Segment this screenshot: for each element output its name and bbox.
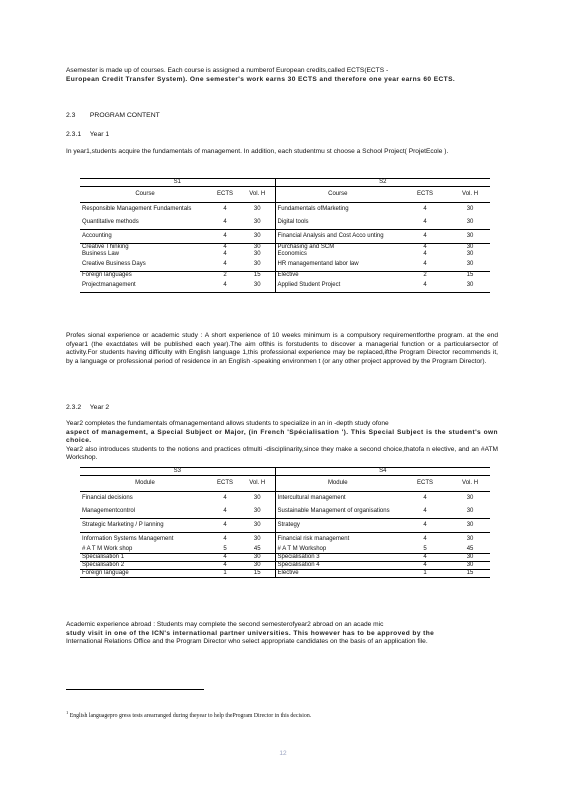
left-hours-cell: 30	[253, 508, 261, 515]
right-course-cell: Elective	[275, 272, 400, 280]
right-hours-cell: 15	[450, 272, 490, 280]
semester-s4-label: S4	[275, 468, 490, 476]
left-course-cell: Quantitative methods	[82, 219, 139, 226]
right-course-cell: Sustainable Management of organisations	[275, 505, 400, 519]
left-ects-cell: 4	[223, 508, 227, 515]
right-hours-cell: 30	[450, 244, 490, 252]
left-course-cell: Responsible Management Fundamentals	[82, 206, 192, 213]
right-ects-cell: 4	[400, 244, 450, 252]
right-hours-cell: 30	[466, 508, 474, 515]
year2-abroad-line-c: International Relations Office and the Program Director who select appropriate candidates on the basis of an application file.	[66, 638, 428, 646]
year1-number: 2.3.1	[66, 131, 82, 138]
right-hours-cell: 30	[450, 533, 490, 547]
left-ects-cell: 4	[223, 206, 227, 213]
left-hours-cell: 30	[240, 230, 275, 244]
intro-line-2: European Credit Transfer System). One semester's work earns 30 ECTS and therefore one year earns 60 ECTS.	[66, 75, 456, 83]
right-ects-cell: 2	[400, 272, 450, 280]
year2-intro-line-b: aspect of management, a Special Subject or Major, (in French 'Spécialisation '). This Special Subject is the student's own choice.	[66, 428, 498, 445]
right-course-cell: Digital tools	[275, 216, 400, 230]
left-ects-cell: 4	[210, 279, 240, 293]
left-ects-cell: 4	[223, 219, 227, 226]
volume-hours-column-header: Vol. H	[450, 476, 490, 492]
left-ects-cell: 5	[223, 546, 227, 553]
table-row	[80, 554, 490, 562]
right-ects-cell: 4	[423, 251, 427, 258]
page-number: 12	[279, 750, 287, 757]
table-row	[80, 216, 490, 230]
year2-title: Year 2	[89, 404, 110, 411]
table-row	[80, 505, 490, 519]
ects-column-header: ECTS	[210, 476, 240, 492]
year2-intro-line-c: Year2 also introduces students to the notions and practices ofmulti -disciplinarity,since they make a second choice,thatofa n elective, and an #ATM Workshop.	[66, 445, 498, 462]
section-number: 2.3	[66, 112, 76, 119]
right-course-cell: HR managementand labor law	[275, 258, 400, 272]
column-header-row	[80, 187, 490, 203]
left-course-cell: Creative Thinking	[80, 244, 210, 252]
year2-abroad-line-b: study visit in one of the ICN's international partner universities. This however has to be approved by the	[66, 629, 435, 637]
table-row	[80, 203, 490, 217]
left-hours-cell: 30	[240, 562, 275, 570]
table-row	[80, 272, 490, 280]
left-course-cell: Business Law	[82, 251, 120, 258]
right-hours-cell: 45	[466, 546, 474, 553]
left-course-cell: Projectmanagement	[80, 279, 210, 293]
left-course-cell: Specialisation 2	[80, 562, 210, 570]
year1-title: Year 1	[89, 131, 110, 138]
right-course-cell: Specialisation 4	[275, 562, 400, 570]
right-ects-cell: 4	[400, 279, 450, 293]
footnote-mark: 1	[66, 710, 69, 715]
table-row	[80, 492, 490, 506]
left-ects-cell: 4	[210, 519, 240, 533]
right-course-cell: Purchasing and SCM	[275, 244, 400, 252]
left-hours-cell: 15	[240, 570, 275, 578]
table-row	[80, 258, 490, 272]
right-ects-cell: 4	[423, 206, 427, 213]
right-ects-cell: 4	[400, 562, 450, 570]
volume-hours-column-header: Vol. H	[450, 187, 490, 203]
left-hours-cell: 30	[253, 206, 261, 213]
year2-abroad-line-a: Academic experience abroad : Students may complete the second semesterofyear2 abroad on an acade mic	[66, 621, 384, 628]
right-ects-cell: 4	[400, 554, 450, 562]
table-row	[80, 244, 490, 252]
right-course-cell: # A T M Workshop	[275, 546, 400, 554]
right-ects-cell: 4	[423, 261, 427, 268]
semester-s3-label: S3	[80, 468, 275, 476]
year2-abroad-paragraph	[66, 621, 498, 647]
left-hours-cell: 30	[240, 533, 275, 547]
right-hours-cell: 30	[450, 554, 490, 562]
year2-number: 2.3.2	[66, 404, 82, 411]
left-ects-cell: 4	[210, 244, 240, 252]
intro-line-1: Asemester is made up of courses. Each course is assigned a numberof European credits,called ECTS(ECTS -	[66, 67, 389, 74]
right-course-cell: Elective	[275, 570, 400, 578]
table-row	[80, 546, 490, 554]
footnote	[66, 710, 311, 719]
right-hours-cell: 30	[450, 279, 490, 293]
right-course-cell: Financial risk management	[275, 533, 400, 547]
left-ects-cell: 4	[210, 554, 240, 562]
volume-hours-column-header: Vol. H	[240, 476, 275, 492]
left-course-cell: # A T M Work shop	[82, 546, 133, 553]
right-hours-cell: 30	[466, 251, 474, 258]
footnote-text: English languagepro gress tests arearranged during theyear to help theProgram Director in this decision.	[69, 712, 312, 719]
course-column-header: Course	[80, 187, 210, 203]
table-row	[80, 562, 490, 570]
right-ects-cell: 4	[423, 495, 427, 502]
left-course-cell: Creative Business Days	[82, 261, 146, 268]
left-hours-cell: 30	[240, 554, 275, 562]
right-hours-cell: 30	[450, 519, 490, 533]
left-hours-cell: 15	[240, 272, 275, 280]
section-title: PROGRAM CONTENT	[89, 112, 160, 119]
module-column-header: Module	[275, 476, 400, 492]
left-course-cell: Specialisation 1	[80, 554, 210, 562]
left-hours-cell: 30	[240, 244, 275, 252]
table-row	[80, 230, 490, 244]
semester-s2-label: S2	[275, 179, 490, 187]
left-course-cell: Managementcontrol	[82, 508, 136, 515]
left-ects-cell: 4	[223, 261, 227, 268]
footnote-divider	[66, 689, 204, 690]
left-course-cell: Foreign languages	[80, 272, 210, 280]
right-ects-cell: 4	[423, 219, 427, 226]
year2-intro-line-a: Year2 completes the fundamentals ofmanagementand allows students to specialize in an in -depth study ofone	[66, 420, 389, 427]
left-hours-cell: 30	[240, 519, 275, 533]
right-hours-cell: 30	[466, 219, 474, 226]
ects-column-header: ECTS	[400, 476, 450, 492]
left-ects-cell: 4	[210, 562, 240, 570]
left-hours-cell: 30	[253, 261, 261, 268]
right-hours-cell: 30	[450, 562, 490, 570]
left-course-cell: Strategic Marketing / P lanning	[80, 519, 210, 533]
right-hours-cell: 30	[450, 230, 490, 244]
right-course-cell: Strategy	[275, 519, 400, 533]
left-hours-cell: 30	[240, 279, 275, 293]
right-ects-cell: 4	[423, 508, 427, 515]
right-course-cell: Applied Student Project	[275, 279, 400, 293]
right-ects-cell: 5	[423, 546, 427, 553]
table-row	[80, 279, 490, 293]
table-row	[80, 570, 490, 578]
right-course-cell: Fundamentals ofMarketing	[275, 203, 400, 217]
right-hours-cell: 30	[466, 206, 474, 213]
ects-column-header: ECTS	[210, 187, 240, 203]
year2-heading	[66, 404, 109, 411]
left-ects-cell: 1	[210, 570, 240, 578]
section-heading	[66, 112, 160, 119]
volume-hours-column-header: Vol. H	[240, 187, 275, 203]
year1-course-table	[80, 178, 490, 293]
right-ects-cell: 4	[400, 230, 450, 244]
ects-column-header: ECTS	[400, 187, 450, 203]
course-column-header: Course	[275, 187, 400, 203]
table-row	[80, 251, 490, 258]
column-header-row	[80, 476, 490, 492]
right-ects-cell: 4	[400, 533, 450, 547]
left-course-cell: Information Systems Management	[80, 533, 210, 547]
left-ects-cell: 2	[210, 272, 240, 280]
year1-experience-paragraph: Profes sional experience or academic study : A short experience of 10 weeks minimum is a compulsory requirementforthe program. at the end ofyear1 (the exactdates will be published each year).The aim ofthis is forstudents to discover a managerial function or a particularsector of activity.For students having difficulty with English language 1,this professional experience may be replaced,ifthe Program Director recommends it, by a language or professional period of residence in an English -speaking environmen t (or any other project approved by the Program Director).	[66, 332, 498, 365]
left-course-cell: Foreign language	[80, 570, 210, 578]
left-hours-cell: 45	[253, 546, 261, 553]
semester-s1-label: S1	[80, 179, 275, 187]
left-hours-cell: 30	[253, 251, 261, 258]
right-ects-cell: 4	[400, 519, 450, 533]
right-course-cell: Specialisation 3	[275, 554, 400, 562]
right-course-cell: Financial Analysis and Cost Acco unting	[275, 230, 400, 244]
left-hours-cell: 30	[253, 219, 261, 226]
left-ects-cell: 4	[223, 251, 227, 258]
right-hours-cell: 30	[466, 261, 474, 268]
right-hours-cell: 15	[450, 570, 490, 578]
left-course-cell: Financial decisions	[82, 495, 133, 502]
year2-intro-paragraph	[66, 420, 498, 463]
right-ects-cell: 1	[400, 570, 450, 578]
table-row	[80, 519, 490, 533]
right-hours-cell: 30	[466, 495, 474, 502]
semester-header-row	[80, 468, 490, 476]
right-course-cell: Economics	[275, 251, 400, 258]
left-hours-cell: 30	[253, 495, 261, 502]
right-course-cell: Intercultural management	[275, 492, 400, 506]
year2-module-table	[80, 467, 490, 578]
left-ects-cell: 4	[223, 495, 227, 502]
left-ects-cell: 4	[210, 533, 240, 547]
intro-paragraph	[66, 67, 498, 84]
year1-heading	[66, 131, 109, 138]
table-row	[80, 533, 490, 547]
year1-intro-paragraph: In year1,students acquire the fundamentals of management. In addition, each studentmu st choose a School Project( ProjetEcole ).	[66, 148, 449, 155]
semester-header-row	[80, 179, 490, 187]
left-course-cell: Accounting	[80, 230, 210, 244]
left-ects-cell: 4	[210, 230, 240, 244]
module-column-header: Module	[80, 476, 210, 492]
